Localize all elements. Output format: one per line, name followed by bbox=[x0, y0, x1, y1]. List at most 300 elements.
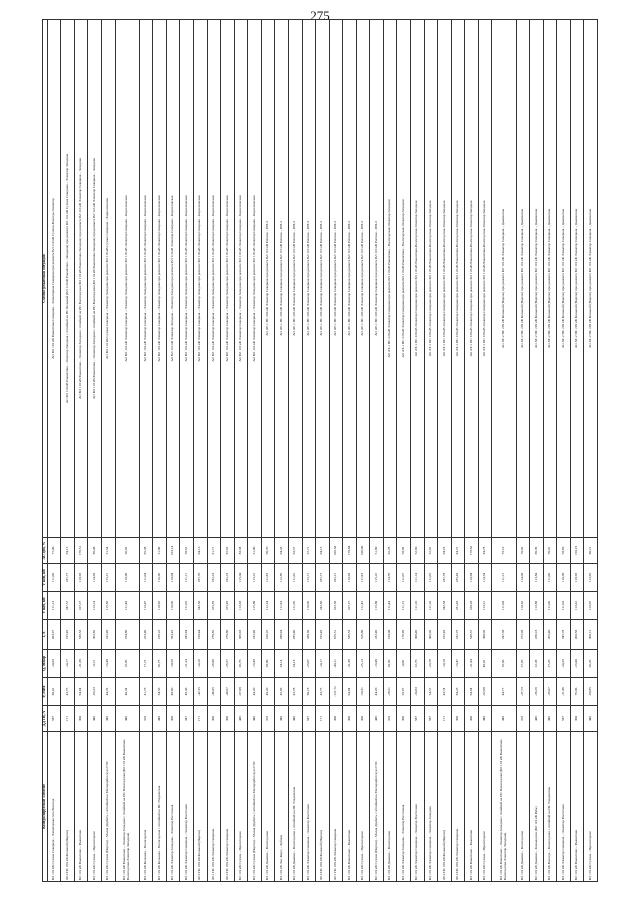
value-cell: 115,22 bbox=[370, 564, 384, 592]
value-cell: 34,18 bbox=[288, 650, 302, 678]
value-cell: -49,67 bbox=[221, 678, 235, 706]
value-cell: 27,26 bbox=[543, 650, 557, 678]
value-cell: 48,90 bbox=[166, 678, 180, 706]
table-row bbox=[248, 20, 262, 882]
value-cell: 300 bbox=[465, 706, 479, 732]
value-cell: 179,82 bbox=[465, 538, 479, 564]
scenario-cell: АО АТ-1 ПС 220 кВ Элеватор Северная при ремонте ВЛ 110 кВ Рипчик – ПП-3 bbox=[370, 20, 384, 538]
value-cell: 70,02 bbox=[516, 538, 530, 564]
value-cell: 110,93 bbox=[74, 564, 88, 592]
value-cell: 232,23 bbox=[207, 564, 221, 592]
table-row bbox=[451, 20, 465, 882]
table-row bbox=[261, 20, 275, 882]
table-row bbox=[275, 20, 289, 882]
value-cell: 171 bbox=[194, 706, 208, 732]
column-header: V нач, кВ bbox=[43, 592, 48, 620]
value-cell: 60,18 bbox=[302, 678, 316, 706]
value-cell: 51,09 bbox=[153, 538, 167, 564]
value-cell: 113,14 bbox=[88, 592, 102, 620]
scenario-cell: АО АТ-2 ПС 220 кВ Большой (Наргон) при ремонте ВЛ 110 кВ Элеватор Северная – Дьяковская bbox=[584, 20, 598, 538]
value-cell: 369,93 bbox=[234, 620, 248, 650]
controlled-element-cell: AT-2 ПС 220 кВ Большой (Наргон) bbox=[194, 732, 208, 882]
value-cell: 449 bbox=[234, 706, 248, 732]
value-cell: 51,54 bbox=[101, 538, 115, 564]
value-cell: 300 bbox=[570, 706, 584, 732]
value-cell: -14,03 bbox=[47, 650, 61, 678]
value-cell: 111,05 bbox=[180, 592, 194, 620]
controlled-element-cell: ВЛ 110 кВ Сухона – Прилитерная bbox=[234, 732, 248, 882]
value-cell: 110,05 bbox=[302, 592, 316, 620]
value-cell: 69,39 bbox=[530, 538, 544, 564]
value-cell: 115,71 bbox=[302, 564, 316, 592]
table-row bbox=[424, 20, 438, 882]
value-cell: -37,73 bbox=[516, 678, 530, 706]
value-cell: 111,10 bbox=[411, 592, 425, 620]
value-cell: 539,53 bbox=[74, 620, 88, 650]
value-cell: 64,15 bbox=[316, 538, 330, 564]
value-cell: 58,81 bbox=[180, 538, 194, 564]
value-cell: 115,80 bbox=[248, 592, 262, 620]
value-cell: 41,73 bbox=[139, 678, 153, 706]
value-cell: 679,51 bbox=[329, 620, 343, 650]
value-cell: 43,78 bbox=[288, 678, 302, 706]
value-cell: 300 bbox=[166, 706, 180, 732]
value-cell: 449 bbox=[115, 706, 139, 732]
value-cell: 318 bbox=[383, 706, 397, 732]
controlled-element-cell: ВЛ 110 кВ Рожнятово – Рожнятово bbox=[465, 732, 479, 882]
table-row bbox=[302, 20, 316, 882]
value-cell: 40,34 bbox=[115, 678, 139, 706]
controlled-element-cell: ВЛ 110 кВ Дьяково – Вологодская bbox=[261, 732, 275, 882]
value-cell: 449 bbox=[543, 706, 557, 732]
scenario-cell: АО АТ-1 ПС 220 кВ Элеватор Северная при ремонте ВЛ 110 кВ Рожнятово-Вологодская-Элеватор Западная bbox=[478, 20, 492, 538]
table-row bbox=[115, 20, 139, 882]
value-cell: 29,97 bbox=[397, 678, 411, 706]
value-cell: 44,20 bbox=[248, 678, 262, 706]
page-number: 275 bbox=[310, 8, 330, 23]
value-cell: 112,85 bbox=[275, 564, 289, 592]
value-cell: 111,04 bbox=[139, 564, 153, 592]
table-row bbox=[139, 20, 153, 882]
value-cell: 116,26 bbox=[153, 564, 167, 592]
value-cell: -42,25 bbox=[194, 678, 208, 706]
value-cell: 49,36 bbox=[180, 678, 194, 706]
value-cell: 300 bbox=[356, 706, 370, 732]
controlled-element-cell: ВЛ 110 кВ Сухона – Прилитерная bbox=[478, 732, 492, 882]
value-cell: 363,82 bbox=[88, 620, 102, 650]
value-cell: -63,23 bbox=[88, 678, 102, 706]
table-row bbox=[61, 20, 75, 882]
controlled-element-cell: ВЛ 110 кВ Элеватор Северная – Элеватор Восточная bbox=[180, 732, 194, 882]
controlled-element-cell: ВЛ 110 кВ Рожнятово – Элеватор Западная с отпайкой на ПС Вологодская (ВЛ 110 кВ Рожнятово-Вологодская-Элеватор Западная) bbox=[492, 732, 516, 882]
value-cell: 449 bbox=[478, 706, 492, 732]
scenario-cell: АО АТ-1 ПС 220 кВ Элеватор Северная при ремонте ВЛ 110 кВ Рожнятово-Вологодская-Элеватор Западная bbox=[424, 20, 438, 538]
value-cell: 52,60 bbox=[411, 538, 425, 564]
value-cell: 22,38 bbox=[530, 650, 544, 678]
table-row bbox=[557, 20, 571, 882]
controlled-element-cell: ВЛ 110 кВ Дьяково – Вологодская bbox=[383, 732, 397, 882]
scenario-cell: АО АТ-1 ПС 220 кВ Элеватор Северная при ремонте ВЛ 110 кВ Рипчик – ПП-3 bbox=[288, 20, 302, 538]
value-cell: 113,86 bbox=[530, 592, 544, 620]
table-row bbox=[316, 20, 330, 882]
value-cell: 345,78 bbox=[557, 620, 571, 650]
scenario-cell: АО ВЛ 110 кВ Элеватор Северная – Элеватор Западная при ремонте ВЛ 110 кВ Элеватор Северная – Кирилловская bbox=[248, 20, 262, 538]
value-cell: 150,19 bbox=[570, 538, 584, 564]
controlled-element-cell: ВЛ 110 кВ Лыс-Бергу – Кубиня bbox=[275, 732, 289, 882]
value-cell: 113,21 bbox=[478, 592, 492, 620]
table-row bbox=[194, 20, 208, 882]
value-cell: -13,48 bbox=[370, 650, 384, 678]
scenario-cell: АО АТ-1 ПС 220 кВ Элеватор Северная при ремонте ВЛ 110 кВ Рипчик – ПП-3 bbox=[302, 20, 316, 538]
value-cell: 449 bbox=[584, 706, 598, 732]
scenario-cell: АО ВЛ 110 кВ Рожнятово-Северная – Элеваторная Северная при ремонте ВЛ 110 кВ Сухона-Вологда-Элеватор bbox=[47, 20, 61, 538]
controlled-element-cell: ВЛ 110 кВ Дьяково – Вологодская bbox=[516, 732, 530, 882]
value-cell: 64,33 bbox=[275, 538, 289, 564]
controlled-element-cell: ВЛ 110 кВ Сухона (Наргон) – Малая Дорбеть с отпайкой на Малодорбетскую ГЭС bbox=[248, 732, 262, 882]
controlled-element-cell: AT-2 ПС 220 кВ Элеватор Северная bbox=[451, 732, 465, 882]
value-cell: 539,57 bbox=[465, 620, 479, 650]
scenario-cell: АО АТ-1 ПС 220 кВ Элеватор Северная при ремонте ВЛ 110 кВ Рипчик – ПП-3 bbox=[343, 20, 357, 538]
value-cell: 318 bbox=[261, 706, 275, 732]
value-cell: 114,03 bbox=[516, 564, 530, 592]
value-cell: 51,80 bbox=[370, 538, 384, 564]
table-row bbox=[370, 20, 384, 882]
value-cell: 226,50 bbox=[329, 538, 343, 564]
value-cell: 237,77 bbox=[61, 564, 75, 592]
value-cell: 587 bbox=[47, 706, 61, 732]
value-cell: 111,08 bbox=[492, 592, 516, 620]
value-cell: 22,76 bbox=[411, 650, 425, 678]
column-header: Q, МВар bbox=[43, 650, 48, 678]
value-cell: 43,74 bbox=[438, 678, 452, 706]
table-row bbox=[478, 20, 492, 882]
value-cell: 308,49 bbox=[411, 620, 425, 650]
value-cell: 79,06 bbox=[570, 678, 584, 706]
value-cell: 319,80 bbox=[356, 620, 370, 650]
value-cell: 91,71 bbox=[207, 538, 221, 564]
value-cell: 34,14 bbox=[275, 650, 289, 678]
value-cell: 300 bbox=[451, 706, 465, 732]
controlled-element-cell: ВЛ 110 кВ Элеватор Западная – Элеватор Восточная bbox=[166, 732, 180, 882]
value-cell: 449 bbox=[88, 706, 102, 732]
value-cell: -14,17 bbox=[316, 650, 330, 678]
value-cell: 110,62 bbox=[516, 592, 530, 620]
value-cell: 56,82 bbox=[115, 538, 139, 564]
scenario-cell: АО АТ-1 ПС 220 кВ Элеватор Северная при ремонте ВЛ 110 кВ Рожнятово-Вологодская-Элеватор Западная bbox=[465, 20, 479, 538]
controlled-element-cell: ВЛ 110 кВ Вологда – Вологодская с отпайкой на ПС Уладимская bbox=[543, 732, 557, 882]
value-cell: 40,20 bbox=[261, 678, 275, 706]
value-cell: 111,03 bbox=[557, 592, 571, 620]
value-cell: -50,31 bbox=[356, 678, 370, 706]
value-cell: 112,24 bbox=[261, 592, 275, 620]
value-cell: 449 bbox=[492, 706, 516, 732]
value-cell: 171 bbox=[316, 706, 330, 732]
value-cell: 198,08 bbox=[383, 620, 397, 650]
value-cell: -29,57 bbox=[221, 650, 235, 678]
scenario-cell: АО ВЛ 110 кВ Элеватор Западная – Элеватор Западная при ремонте ВЛ 110 кВ Элеватор Северная – Кирилловская bbox=[166, 20, 180, 538]
rotated-table-container bbox=[42, 20, 598, 882]
value-cell: 305,05 bbox=[424, 620, 438, 650]
value-cell: 45,83 bbox=[275, 678, 289, 706]
table-row bbox=[207, 20, 221, 882]
value-cell: -51,86 bbox=[557, 678, 571, 706]
value-cell: 103,14 bbox=[166, 538, 180, 564]
value-cell: 242,58 bbox=[438, 592, 452, 620]
table-row bbox=[438, 20, 452, 882]
value-cell: 111,39 bbox=[288, 592, 302, 620]
scenario-cell: АО ВЛ 110 кВ Сухона Северная – Элеватор Западная при ремонте ВЛ 110 кВ Сухона Северная – Кирилловская bbox=[101, 20, 115, 538]
controlled-element-cell: ВЛ 110 кВ Сухона (Наргон) – Малая Дорбеть с отпайкой на Малодорбетскую ГЭС bbox=[370, 732, 384, 882]
table-row bbox=[343, 20, 357, 882]
value-cell: 449 bbox=[370, 706, 384, 732]
controlled-element-cell: ВЛ 110 кВ Рожнятово – Элеватор Западная с отпайкой на ПС Вологодская (ВЛ 110 кВ Рожнятово-Вологодская-Элеватор Западная) bbox=[115, 732, 139, 882]
value-cell: 110,93 bbox=[570, 564, 584, 592]
value-cell: 179,84 bbox=[343, 538, 357, 564]
value-cell: -121,72 bbox=[329, 678, 343, 706]
value-cell: 111,06 bbox=[543, 592, 557, 620]
value-cell: 450,58 bbox=[570, 620, 584, 650]
value-cell: -13,48 bbox=[248, 650, 262, 678]
table-row bbox=[570, 20, 584, 882]
scenario-cell: АО ВЛ 110 кВ Элеватор Северная – Элеватор Западная при ремонте ВЛ 110 кВ Элеватор Северная – Кирилловская bbox=[221, 20, 235, 538]
table-row bbox=[397, 20, 411, 882]
value-cell: 94,94 bbox=[343, 678, 357, 706]
value-cell: 111,48 bbox=[115, 592, 139, 620]
value-cell: 111,11 bbox=[180, 564, 194, 592]
value-cell: -13,48 bbox=[101, 650, 115, 678]
value-cell: -62,08 bbox=[478, 678, 492, 706]
scenario-cell: АО АТ-2 ПС 220 кВ Большой (Наргон) при ремонте ВЛ 110 кВ Элеватор Северная – Дьяковская bbox=[557, 20, 571, 538]
value-cell: 232,23 bbox=[221, 564, 235, 592]
scenario-cell: АО ВЛ 110 кВ Элеватор Северная – Элеватор Западная при ремонте ВЛ 110 кВ Элеватор Северная – Кирилловская bbox=[194, 20, 208, 538]
scenario-cell: АО ВЛ 110 кВ Рожнятово – Элеватор Западная с отпайкой на ПС Вологодская (ВЛ 110 кВ Рожнятово-Западная) при ремонте ВЛ 110 кВ Элеватор Северная – Западная bbox=[74, 20, 88, 538]
table-row bbox=[153, 20, 167, 882]
value-cell: 288,94 bbox=[275, 620, 289, 650]
value-cell: 247,57 bbox=[61, 592, 75, 620]
controlled-element-cell: ВЛ 110 кВ Сухона – Прилитерная bbox=[356, 732, 370, 882]
value-cell: -31,38 bbox=[343, 650, 357, 678]
value-cell: 111,62 bbox=[288, 564, 302, 592]
value-cell: -13,47 bbox=[451, 650, 465, 678]
controlled-element-cell: ВЛ 110 кВ Сухона – Прилитерная bbox=[88, 732, 102, 882]
controlled-element-cell: AT-2 ПС 220 кВ Большой (Наргон) bbox=[438, 732, 452, 882]
value-cell: 285,94 bbox=[180, 620, 194, 650]
value-cell: 300 bbox=[221, 706, 235, 732]
mode-analysis-table bbox=[42, 19, 598, 882]
value-cell: 110,64 bbox=[465, 564, 479, 592]
value-cell: 234,86 bbox=[115, 620, 139, 650]
value-cell: 92,92 bbox=[221, 538, 235, 564]
value-cell: 16,85 bbox=[115, 650, 139, 678]
scenario-cell: АО АТ-2 ПС 220 кВ Большой (Наргон) при ремонте ВЛ 110 кВ Элеватор Северная – Дьяковская bbox=[570, 20, 584, 538]
value-cell: 171 bbox=[438, 706, 452, 732]
value-cell: 54,57 bbox=[424, 678, 438, 706]
value-cell: 318 bbox=[139, 706, 153, 732]
value-cell: -35,67 bbox=[543, 678, 557, 706]
value-cell: 113,93 bbox=[234, 592, 248, 620]
value-cell: -24,33 bbox=[557, 650, 571, 678]
value-cell: 278,85 bbox=[207, 620, 221, 650]
value-cell: 58,99 bbox=[397, 538, 411, 564]
value-cell: 176,99 bbox=[397, 620, 411, 650]
table-row bbox=[356, 20, 370, 882]
value-cell: 107,27 bbox=[343, 592, 357, 620]
value-cell: 115,82 bbox=[101, 592, 115, 620]
value-cell: 111,07 bbox=[397, 564, 411, 592]
value-cell: 113,95 bbox=[584, 564, 598, 592]
value-cell: 113,41 bbox=[570, 592, 584, 620]
controlled-element-cell: AT-2 ПС 220 кВ Элеватор Северная bbox=[221, 732, 235, 882]
value-cell: -40,11 bbox=[329, 650, 343, 678]
value-cell: 195,45 bbox=[438, 620, 452, 650]
scenario-cell: АО ВЛ 110 кВ Рожнятово – Элеватор Западная с отпайкой на ПС Вологодская (ВЛ 110 кВ Рожнятово-Западная) при ремонте ВЛ 110 кВ Элеватор Северная – Западная bbox=[88, 20, 102, 538]
value-cell: 17,72 bbox=[139, 650, 153, 678]
value-cell: 43,75 bbox=[316, 678, 330, 706]
value-cell: 62,28 bbox=[383, 538, 397, 564]
value-cell: 94,94 bbox=[465, 678, 479, 706]
value-cell: 265,40 bbox=[543, 620, 557, 650]
value-cell: 300 bbox=[207, 706, 221, 732]
controlled-element-cell: ВЛ 110 кВ Элеватор Северная – Элеватор Восточная bbox=[411, 732, 425, 882]
scenario-cell: АО АТ-1 ПС 220 кВ Элеватор Северная при ремонте ВЛ 110 кВ Рипчик – ПП-3 bbox=[329, 20, 343, 538]
controlled-element-cell: ВЛ 110 кВ Элеватор Западная – Элеватор Восточная bbox=[397, 732, 411, 882]
value-cell: 453,97 bbox=[47, 620, 61, 650]
value-cell: 20,50 bbox=[383, 650, 397, 678]
value-cell: 238,18 bbox=[530, 620, 544, 650]
value-cell: 106,60 bbox=[356, 538, 370, 564]
scenario-cell: АО ВЛ 110 кВ Элеватор Северная – Элеватор Западная при ремонте ВЛ 110 кВ Элеватор Северная – Кирилловская bbox=[180, 20, 194, 538]
value-cell: 587 bbox=[302, 706, 316, 732]
value-cell: 115,04 bbox=[234, 564, 248, 592]
value-cell: 225,85 bbox=[207, 592, 221, 620]
value-cell: 111,10 bbox=[424, 592, 438, 620]
scenario-cell: АО ВЛ 110 кВ Элеватор Северная – Элеватор Западная при ремонте ВЛ 110 кВ Элеватор Северная – Кирилловская bbox=[139, 20, 153, 538]
value-cell: 318 bbox=[516, 706, 530, 732]
value-cell: 449 bbox=[288, 706, 302, 732]
value-cell: 59,41 bbox=[543, 538, 557, 564]
controlled-element-cell: ВЛ 110 кВ Рожнятово – Рожнятово bbox=[343, 732, 357, 882]
value-cell: 300 bbox=[397, 706, 411, 732]
value-cell: 80,41 bbox=[47, 678, 61, 706]
value-cell: 84,78 bbox=[478, 538, 492, 564]
value-cell: 44,29 bbox=[101, 678, 115, 706]
value-cell: 232,49 bbox=[370, 620, 384, 650]
table-row bbox=[465, 20, 479, 882]
value-cell: -14,17 bbox=[61, 650, 75, 678]
value-cell: -34,83 bbox=[411, 678, 425, 706]
value-cell: 110,05 bbox=[166, 592, 180, 620]
value-cell: 83,38 bbox=[234, 538, 248, 564]
table-row bbox=[411, 20, 425, 882]
value-cell: 77,40 bbox=[47, 538, 61, 564]
value-cell: -14,16 bbox=[194, 650, 208, 678]
value-cell: 232,75 bbox=[451, 620, 465, 650]
value-cell: 110,93 bbox=[343, 564, 357, 592]
value-cell: 109,28 bbox=[465, 592, 479, 620]
table-row bbox=[88, 20, 102, 882]
value-cell: 55,19 bbox=[492, 538, 516, 564]
table-row bbox=[221, 20, 235, 882]
table-row bbox=[516, 20, 530, 882]
table-row bbox=[166, 20, 180, 882]
controlled-element-cell: ВЛ 110 кВ Сухона – Прилитерная bbox=[584, 732, 598, 882]
value-cell: 225,45 bbox=[221, 592, 235, 620]
value-cell: -36,29 bbox=[530, 678, 544, 706]
value-cell: 64,23 bbox=[438, 538, 452, 564]
value-cell: 111,14 bbox=[411, 564, 425, 592]
value-cell: 360,12 bbox=[584, 620, 598, 650]
value-cell: 80,21 bbox=[584, 538, 598, 564]
value-cell: 43,75 bbox=[61, 678, 75, 706]
value-cell: 300 bbox=[329, 706, 343, 732]
value-cell: 111,05 bbox=[424, 564, 438, 592]
value-cell: 111,13 bbox=[47, 592, 61, 620]
value-cell: 94,94 bbox=[74, 678, 88, 706]
value-cell: 44,77 bbox=[492, 678, 516, 706]
scenario-cell: АО АТ-1 ПС 220 кВ Элеватор Северная при ремонте ВЛ 110 кВ Рожнятово – Вологодская-Элеватор Западная bbox=[397, 20, 411, 538]
scenario-cell: АО АТ-1 ПС 220 кВ Элеватор Северная при ремонте ВЛ 110 кВ Рипчик – ПП-3 bbox=[261, 20, 275, 538]
value-cell: 111,44 bbox=[383, 592, 397, 620]
value-cell: 107,27 bbox=[74, 592, 88, 620]
table-row bbox=[383, 20, 397, 882]
value-cell: 16,83 bbox=[492, 650, 516, 678]
value-cell: -67,08 bbox=[234, 678, 248, 706]
value-cell: 231,45 bbox=[451, 592, 465, 620]
table-row bbox=[47, 20, 61, 882]
scenario-cell: АО ВЛ 110 кВ Элеватор Северная – Элеватор Западная при ремонте ВЛ 110 кВ Элеватор Северная – Кирилловская bbox=[115, 20, 139, 538]
value-cell: 113,84 bbox=[530, 564, 544, 592]
value-cell: 449 bbox=[530, 706, 544, 732]
value-cell: 111,83 bbox=[261, 564, 275, 592]
value-cell: 63,57 bbox=[288, 538, 302, 564]
value-cell: 587 bbox=[411, 706, 425, 732]
value-cell: 229,16 bbox=[153, 620, 167, 650]
value-cell: 69,70 bbox=[261, 538, 275, 564]
value-cell: 237,77 bbox=[316, 564, 330, 592]
value-cell: 111,06 bbox=[543, 564, 557, 592]
table-row bbox=[530, 20, 544, 882]
value-cell: 347 bbox=[180, 706, 194, 732]
value-cell: -14,18 bbox=[438, 650, 452, 678]
value-cell: 52,01 bbox=[424, 538, 438, 564]
table-row bbox=[101, 20, 115, 882]
value-cell: 242,56 bbox=[194, 592, 208, 620]
value-cell: 195,45 bbox=[316, 620, 330, 650]
value-cell: 113,47 bbox=[139, 592, 153, 620]
table-row bbox=[584, 20, 598, 882]
value-cell: -10,59 bbox=[166, 650, 180, 678]
value-cell: 51,80 bbox=[248, 538, 262, 564]
value-cell: 89,48 bbox=[88, 538, 102, 564]
value-cell: -0,72 bbox=[88, 650, 102, 678]
value-cell: 58,96 bbox=[557, 538, 571, 564]
value-cell: -21,24 bbox=[180, 650, 194, 678]
scenario-cell: АО АТ-2 ПС 220 кВ Большой (Наргон) при ремонте ВЛ 110 кВ Элеватор Северная – Дьяковская bbox=[492, 20, 516, 538]
scenario-cell: АО АТ-2 ПС 220 кВ Большой (Наргон) при ремонте ВЛ 110 кВ Элеватор Северная – Дьяковская bbox=[543, 20, 557, 538]
value-cell: 111,09 bbox=[47, 564, 61, 592]
scenario-cell: АО АТ-1 ПС 220 кВ Элеватор Северная при ремонте ВЛ 110 кВ Рипчик – ПП-3 bbox=[316, 20, 330, 538]
scenario-cell: АО ВЛ 110 кВ Элеватор Северная – Элеватор Западная при ремонте ВЛ 110 кВ Элеватор Северная – Кирилловская bbox=[153, 20, 167, 538]
table-row bbox=[234, 20, 248, 882]
value-cell: -23,40 bbox=[570, 650, 584, 678]
scenario-cell: АО АТ-1 ПС 220 кВ Элеватор Северная при ремонте ВЛ 110 кВ Рожнятово-Вологодская-Элеватор Западная bbox=[411, 20, 425, 538]
value-cell: 237,76 bbox=[194, 564, 208, 592]
table-row bbox=[492, 20, 516, 882]
value-cell: 84,23 bbox=[451, 678, 465, 706]
column-header: I, A bbox=[43, 620, 48, 650]
value-cell: 225,56 bbox=[329, 592, 343, 620]
value-cell: 247,38 bbox=[492, 620, 516, 650]
